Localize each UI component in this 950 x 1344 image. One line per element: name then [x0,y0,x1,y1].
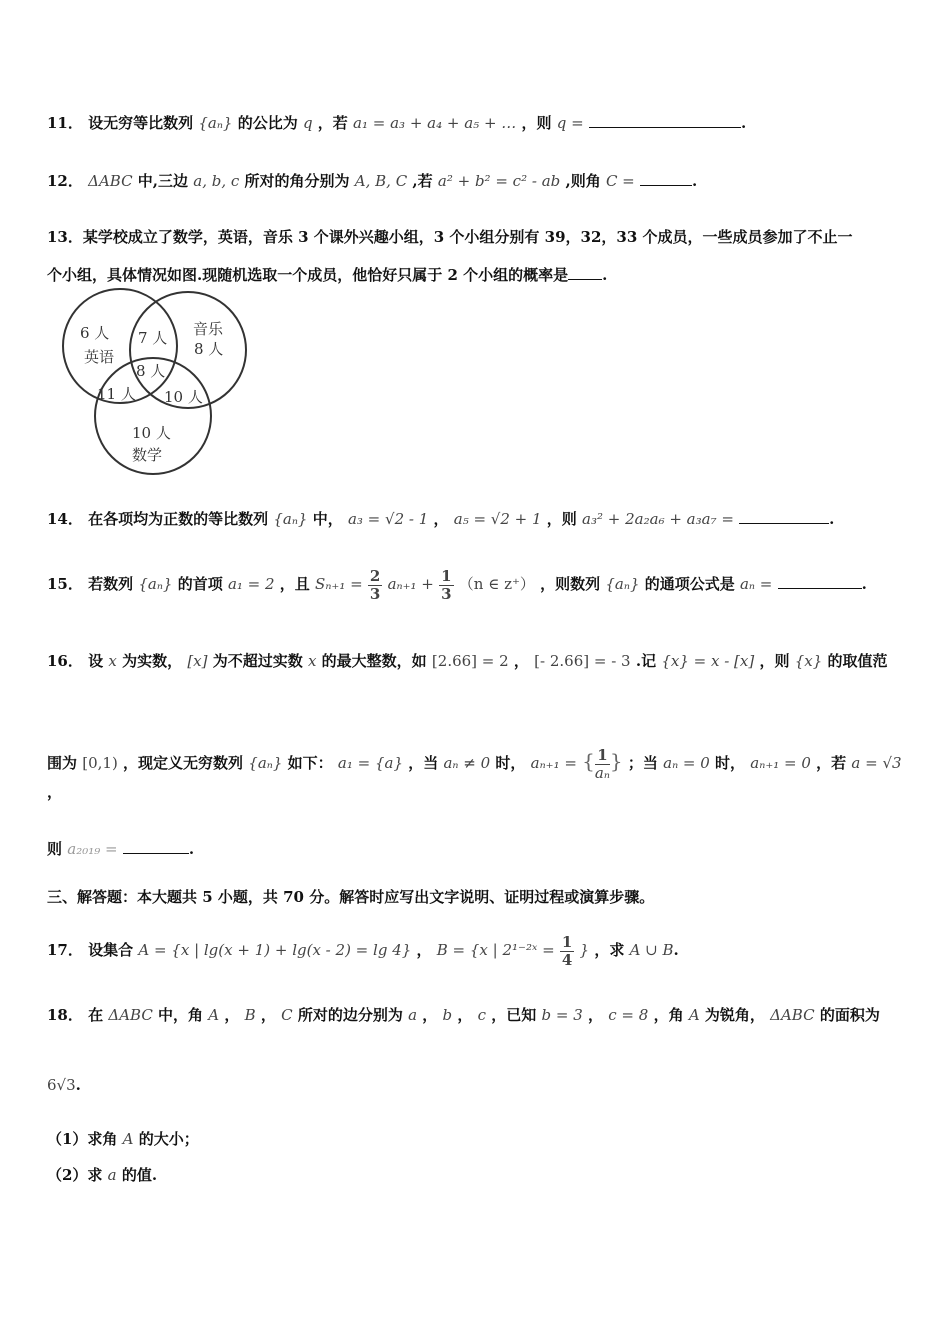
q12-end: . [692,172,698,190]
question-17 [47,934,910,968]
fraction [595,747,610,781]
question-18-part-2 [47,1164,910,1187]
q18-text-7: ， [457,1006,473,1024]
music-math-count: 10 人 [164,388,203,406]
q16-l2-text-9: ， [47,783,63,801]
q16-l2-math-1: [0,1) [82,754,118,772]
q16-l3-math-1: a₂₀₁₉ = [67,840,118,858]
q16-text-2: 为实数， [122,652,183,670]
q16-l2-text-5: 时， [495,754,526,772]
q18-text-8: ，已知 [491,1006,537,1024]
q18-area-end: . [75,1076,81,1094]
q18-part1-text: 的大小； [138,1130,199,1148]
english-only-count: 6 人 [80,324,110,342]
q14-number: 14． [47,510,83,528]
q11-text-3: ，若 [317,114,348,132]
q16-l2-math-5: aₙ₊₁ = [530,754,577,772]
q16-l2-math-6: aₙ = 0 [663,754,710,772]
q13-text-2: 个小组，具体情况如图.现随机选取一个成员，他恰好只属于 2 个小组的概率是 [47,266,569,284]
q14-text-3: ， [433,510,449,528]
english-label: 英语 [84,348,115,366]
q11-math-3: a₁ = a₃ + a₄ + a₅ + … [353,114,517,132]
question-16-line-2 [47,746,910,804]
math-label: 数学 [132,446,163,464]
q15-math-3c: （n ∈ z⁺） [458,575,535,593]
q16-math-2: [x] [187,652,208,670]
question-16-line-1 [47,650,910,673]
q18-math-5: a [408,1006,418,1024]
q16-l2-math-8: a = √3 [851,754,902,772]
right-brace: } [609,749,623,773]
q16-l2-text-3: 如下： [287,754,333,772]
q13-line-1 [47,218,910,256]
q12-text-1: 中,三边 [137,172,189,190]
answer-blank[interactable] [589,113,741,128]
q15-text-5: 的通项公式是 [644,575,735,593]
q16-text-8: 的取值范 [827,652,888,670]
q15-text-1: 若数列 [88,575,134,593]
question-12 [47,170,910,193]
english-math-count: 11 人 [97,385,136,403]
question-13 [47,218,910,294]
q16-end: . [188,840,195,858]
q18-part2-text: 的值. [121,1166,158,1184]
q12-math-1: ΔABC [88,172,133,190]
q18-math-1: ΔABC [108,1006,153,1024]
q16-math-7: {x} [794,652,823,670]
q17-math-2b: } [579,941,590,959]
q16-math-1: x [108,652,117,670]
q18-math-11: ΔABC [770,1006,815,1024]
q11-end: . [740,114,747,132]
q15-text-2: 的首项 [177,575,223,593]
answer-blank[interactable] [739,509,829,524]
fraction [368,568,382,602]
center-count: 8 人 [136,362,166,380]
q11-math-1: {aₙ} [198,114,233,132]
q18-math-8: b = 3 [541,1006,583,1024]
q14-text-4: ，则 [546,510,577,528]
q18-text-5: 所对的边分别为 [297,1006,403,1024]
q12-number: 12． [47,172,83,190]
q17-number: 17． [47,941,83,959]
q16-l2-text-6: ；当 [627,754,658,772]
q16-number: 16． [47,652,83,670]
q14-end: . [829,510,835,528]
fraction-denominator: aₙ [594,763,610,782]
q18-text-11: 为锐角， [704,1006,765,1024]
q13-number: 13． [47,228,83,246]
q17-math-1: A = {x | lg(x + 1) + lg(x - 2) = lg 4} [138,941,412,959]
question-18 [47,1004,910,1027]
q15-number: 15． [47,575,83,593]
q13-end: . [602,266,608,284]
q16-text-6: .记 [635,652,657,670]
q11-text-1: 设无穷等比数列 [88,114,194,132]
q18-part1-label: （1）求角 [47,1130,118,1148]
q18-part2-label: （2）求 [47,1166,103,1184]
q15-math-1: {aₙ} [138,575,173,593]
question-18-area [47,1074,910,1097]
q16-text-4: 的最大整数，如 [321,652,427,670]
section-3-heading: 三、解答题：本大题共 5 小题，共 70 分。解答时应写出文字说明、证明过程或演算步骤。 [47,888,655,906]
q14-text-2: 中， [312,510,343,528]
left-brace: { [582,749,595,773]
question-15 [47,568,910,602]
q16-l2-text-7: 时， [715,754,746,772]
q17-text-1: 设集合 [88,941,134,959]
q11-number: 11． [47,114,83,132]
q16-math-3: x [307,652,317,670]
answer-blank[interactable] [640,171,692,186]
q18-math-4: C [281,1006,293,1024]
q18-text-4: ， [260,1006,276,1024]
q12-text-2: 所对的角分别为 [244,172,350,190]
q16-text-5: ， [513,652,529,670]
q18-part2-math: a [107,1166,117,1184]
question-14 [47,508,910,531]
answer-blank[interactable] [568,265,602,280]
q14-math-1: {aₙ} [273,510,308,528]
q17-text-2: ， [416,941,432,959]
q18-area-value: 6√3 [47,1076,76,1094]
q16-math-6: {x} = x - [x] [661,652,755,670]
english-music-count: 7 人 [138,329,168,347]
q16-text-3: 为不超过实数 [212,652,303,670]
q18-math-3: B [244,1006,256,1024]
q12-text-3: ,若 [412,172,433,190]
q14-math-3: a₅ = √2 + 1 [453,510,542,528]
q16-l2-text-4: ，当 [408,754,439,772]
fraction-numerator: 1 [597,746,608,764]
q11-math-4: q = [556,114,584,132]
fraction-denominator: 3 [441,584,452,603]
question-11 [47,112,910,135]
q18-text-3: ， [224,1006,240,1024]
q18-text-6: ， [422,1006,438,1024]
q15-math-5: aₙ = [739,575,773,593]
q16-l2-text-8: ，若 [816,754,847,772]
q14-math-4: a₃² + 2a₂a₆ + a₃a₇ = [582,510,734,528]
q14-text-1: 在各项均为正数的等比数列 [88,510,269,528]
q18-math-10: A [688,1006,700,1024]
q11-text-4: ，则 [521,114,552,132]
q16-l2-math-3: a₁ = {a} [337,754,403,772]
answer-blank[interactable] [123,839,189,854]
q17-end: . [673,941,679,959]
question-16-line-3 [47,838,910,861]
q18-part1-math: A [122,1130,134,1148]
q18-text-12: 的面积为 [819,1006,880,1024]
q15-math-2: a₁ = 2 [227,575,275,593]
q12-math-3: A, B, C [354,172,408,190]
fraction-numerator: 2 [369,567,381,585]
fraction-denominator: 4 [561,950,573,969]
fraction-numerator: 1 [561,933,573,951]
q16-l2-text-2: ，现定义无穷数列 [123,754,244,772]
q15-end: . [861,575,867,593]
q17-math-2a: B = {x | 2¹⁻²ˣ = [436,941,555,959]
q18-math-2: A [208,1006,220,1024]
q15-text-3: ，且 [279,575,310,593]
q17-math-3: A ∪ B [629,941,674,959]
math-only-count: 10 人 [132,424,171,442]
answer-blank[interactable] [778,574,862,589]
q16-text-7: ，则 [759,652,790,670]
q18-math-6: b [442,1006,453,1024]
q11-math-2: q [302,114,313,132]
fraction [439,568,453,602]
q16-l2-math-7: aₙ₊₁ = 0 [750,754,811,772]
q12-math-5: C = [605,172,635,190]
q18-text-2: 中，角 [158,1006,204,1024]
q15-math-3a: Sₙ₊₁ = [315,575,363,593]
q18-math-7: c [477,1006,487,1024]
q18-math-9: c = 8 [608,1006,649,1024]
q15-math-3b: aₙ₊₁ + [387,575,434,593]
q17-text-3: ，求 [594,941,625,959]
fraction-denominator: 3 [369,584,381,603]
q12-math-2: a, b, c [193,172,240,190]
venn-diagram [50,288,260,484]
q18-text-1: 在 [88,1006,104,1024]
q14-math-2: a₃ = √2 - 1 [347,510,429,528]
q16-math-5: [- 2.66] = - 3 [534,652,631,670]
q15-text-4: ，则数列 [540,575,601,593]
q18-number: 18． [47,1006,83,1024]
q16-math-4: [2.66] = 2 [431,652,509,670]
music-label: 音乐 [193,320,224,338]
q11-text-2: 的公比为 [237,114,298,132]
question-18-part-1 [47,1128,910,1151]
q16-l2-math-2: {aₙ} [248,754,283,772]
q16-l2-text-1: 围为 [47,754,78,772]
q13-text-1: 某学校成立了数学，英语，音乐 3 个课外兴趣小组，3 个小组分别有 39，32，33 个成员，一些成员参加了不止一 [82,228,853,246]
q12-text-4: ,则角 [565,172,601,190]
fraction-numerator: 1 [441,567,452,585]
q16-l2-math-4: aₙ ≠ 0 [443,754,491,772]
q18-text-9: ， [588,1006,604,1024]
q15-math-4: {aₙ} [605,575,640,593]
music-only-count: 8 人 [194,340,224,358]
q12-math-4: a² + b² = c² - ab [437,172,561,190]
q16-l3-text-1: 则 [47,840,63,858]
fraction [560,934,574,968]
q16-text-1: 设 [88,652,104,670]
q18-text-10: ，角 [653,1006,684,1024]
